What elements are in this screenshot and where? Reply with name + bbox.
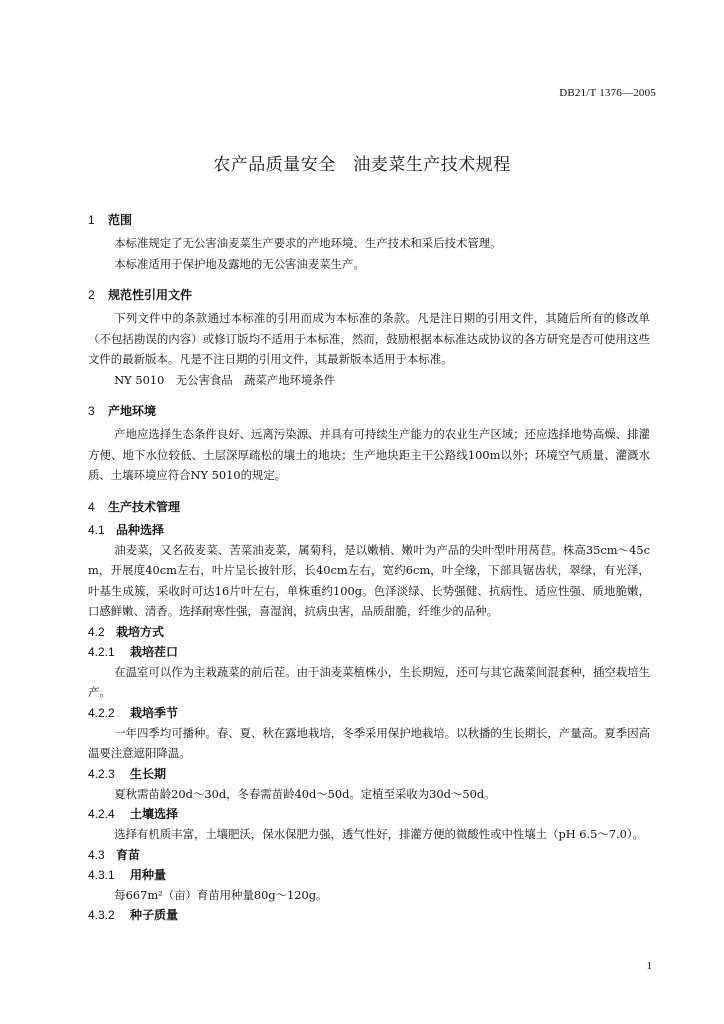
paragraph: 油麦菜，又名莜麦菜、苦菜油麦菜，属菊科，是以嫩梢、嫩叶为产品的尖叶型叶用莴苣。株高35cm～45cm，开展度40cm左右，叶片呈长披针形，长40cm左右，宽约6cm，叶全缘，下部具锯齿状，翠绿，有光泽，叶基生成簇，采收时可达16片叶左右，单株重约100g。色泽淡绿、长势强健、抗病性、适应性强、质地脆嫩，口感鲜嫩、清香。选择耐寒性强，喜湿润，抗病虫害，品质甜脆，纤维少的品种。 (88, 542, 650, 618)
paragraph: 下列文件中的条款通过本标准的引用而成为本标准的条款。凡是注日期的引用文件，其随后所有的修改单（不包括勘误的内容）或修订版均不适用于本标准，然而，鼓励根据本标准达成协议的各方研究是否可使用这些文件的最新版本。凡是不注日期的引用文件，其最新版本适用于本标准。 (88, 311, 650, 366)
section-heading-4 (88, 497, 650, 517)
section-title: 栽培季节 (130, 705, 179, 720)
section-number: 4.3.2 (88, 908, 115, 922)
paragraph: 在温室可以作为主栽蔬菜的前后茬。由于油麦菜植株小，生长期短，还可与其它蔬菜间混套种，插空栽培生产。 (88, 664, 650, 699)
paragraph: 选择有机质丰富，土壤肥沃，保水保肥力强，透气性好，排灌方便的微酸性或中性壤土（pH 6.5～7.0）。 (114, 827, 645, 841)
section-title: 栽培茬口 (130, 644, 179, 659)
section-heading-1 (88, 210, 650, 230)
section-number: 4.2.1 (88, 644, 115, 659)
paragraph: 本标准适用于保护地及露地的无公害油麦菜生产。 (114, 256, 365, 271)
section-number: 4.2 (88, 624, 105, 639)
section-title: 规范性引用文件 (108, 288, 193, 302)
paragraph: 夏秋需苗龄20d～30d，冬春需苗龄40d～50d。定植至采收为30d～50d。 (114, 786, 496, 801)
section-title: 范围 (108, 213, 133, 227)
document-code: DB21/T 1376—2005 (559, 87, 656, 99)
section-title: 栽培方式 (116, 624, 165, 639)
section-title: 生产技术管理 (108, 499, 181, 514)
section-number: 4.1 (88, 522, 105, 537)
section-number: 4.3 (88, 847, 105, 862)
document-body (88, 210, 650, 925)
section-title: 用种量 (130, 867, 167, 882)
subsection-heading-4-2 (88, 622, 650, 642)
section-number: 4.2.3 (88, 766, 115, 781)
section-number: 3 (88, 404, 95, 418)
section-title: 土壤选择 (130, 807, 179, 821)
section-number: 4.3.1 (88, 867, 115, 882)
section-number: 4 (88, 499, 95, 514)
subsection-heading-4-2-4 (88, 804, 650, 824)
section-number: 4.2.4 (88, 807, 115, 821)
paragraph: 产地应选择生态条件良好、远离污染源、并具有可持续生产能力的农业生产区域；还应选择地势高燥、排灌方便、地下水位较低、土层深厚疏松的壤土的地块；生产地块距主干公路线100m以外；环境空气质量、灌溉水质、土壤环境应符合NY 5010的规定。 (88, 427, 650, 482)
paragraph: 每667m²（亩）育苗用种量80g～120g。 (114, 887, 328, 902)
section-title: 产地环境 (108, 404, 157, 418)
section-heading-2 (88, 285, 650, 305)
section-number: 4.2.2 (88, 705, 115, 720)
subsection-heading-4-1 (88, 520, 650, 540)
paragraph: 一年四季均可播种。春、夏、秋在露地栽培，冬季采用保护地栽培。以秋播的生长期长，产量高。夏季因高温要注意遮阳降温。 (88, 725, 650, 760)
section-number: 2 (88, 288, 95, 302)
section-title: 育苗 (116, 847, 141, 862)
page-number: 1 (646, 960, 652, 972)
subsection-heading-4-3 (88, 845, 650, 865)
section-heading-3 (88, 401, 650, 421)
subsection-heading-4-2-3 (88, 764, 650, 784)
subsection-heading-4-3-1 (88, 865, 650, 885)
section-title: 品种选择 (116, 522, 165, 537)
subsection-heading-4-3-2 (88, 905, 650, 925)
document-title: 农产品质量安全 油麦菜生产技术规程 (213, 155, 511, 175)
section-title: 种子质量 (130, 908, 179, 922)
section-number: 1 (88, 213, 95, 227)
section-title: 生长期 (130, 766, 167, 781)
subsection-heading-4-2-1 (88, 642, 650, 662)
paragraph: NY 5010 无公害食品 蔬菜产地环境条件 (114, 372, 336, 387)
subsection-heading-4-2-2 (88, 703, 650, 723)
paragraph: 本标准规定了无公害油麦菜生产要求的产地环境、生产技术和采后技术管理。 (114, 236, 502, 250)
